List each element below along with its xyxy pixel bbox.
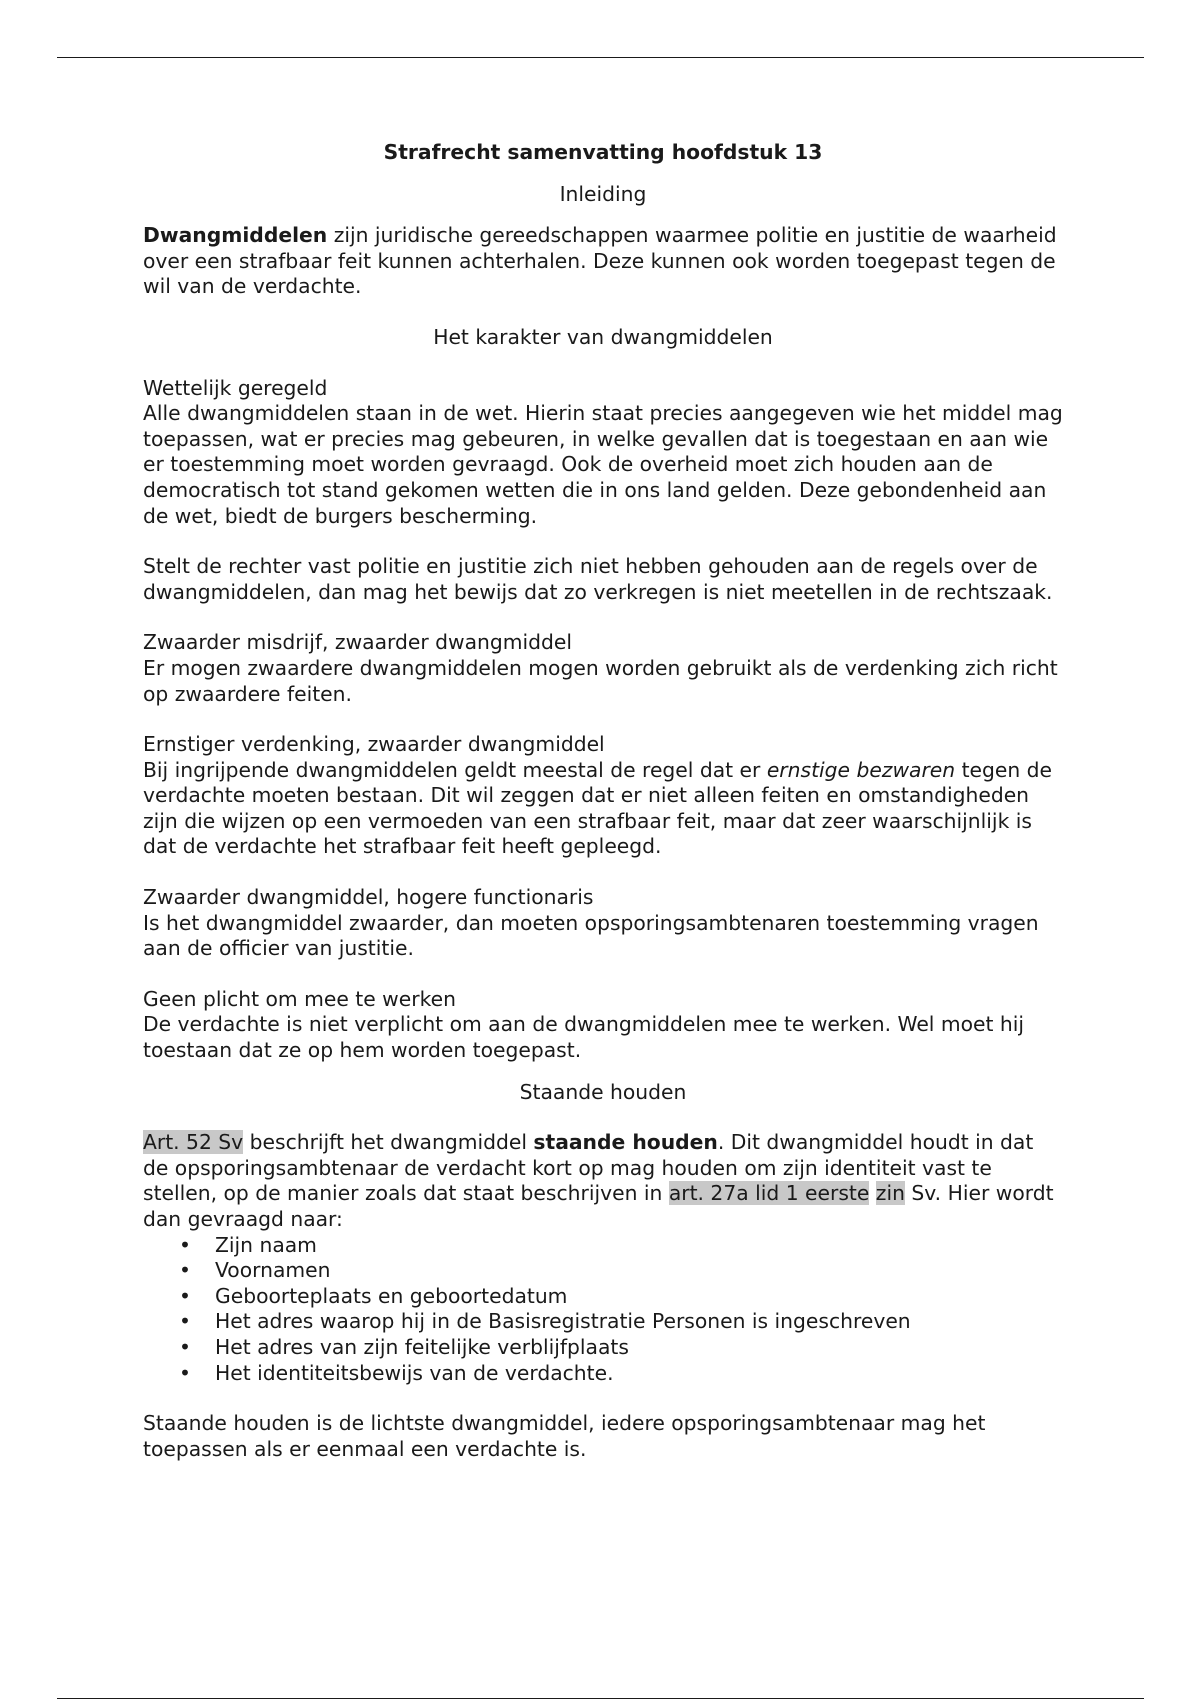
staande-term: staande houden — [533, 1130, 718, 1155]
intro-text: zijn juridische gereedschappen waarmee politie en justitie de waarheid over een strafbaar feit kunnen achterhalen. Deze kunnen ook worden toegepast tegen de wil van de verdachte. — [143, 223, 1057, 299]
staande-text-1: beschrijft het dwangmiddel — [243, 1130, 534, 1155]
section-heading-staande: Staande houden — [519, 1079, 687, 1104]
paragraph-functionaris: Is het dwangmiddel zwaarder, dan moeten opsporingsambtenaren toestemming vragen aan de officier van justitie. — [143, 910, 1039, 961]
section-heading-inleiding: Inleiding — [559, 181, 647, 206]
header-rule — [57, 57, 1144, 58]
highlighted-zin: zin — [875, 1181, 905, 1206]
subheading-plicht: Geen plicht om mee te werken — [143, 986, 456, 1011]
staande-text-2: . Dit dwangmiddel houdt in dat de opsporingsambtenaar de verdacht kort op mag houden om zijn identiteit vast te stellen, op de manier zoals dat staat beschrijven in — [143, 1130, 1034, 1206]
paragraph-staande-closing: Staande houden is de lichtste dwangmiddel, iedere opsporingsambtenaar mag het toepassen als er eenmaal een verdachte is. — [143, 1411, 986, 1461]
document-title: Strafrecht samenvatting hoofdstuk 13 — [383, 140, 823, 164]
subheading-ernstiger: Ernstiger verdenking, zwaarder dwangmiddel — [143, 732, 605, 757]
footer-rule — [57, 1698, 1144, 1699]
subheading-functionaris: Zwaarder dwangmiddel, hogere functionaris — [143, 885, 594, 910]
subheading-zwaarder-misdrijf: Zwaarder misdrijf, zwaarder dwangmiddel — [143, 630, 573, 655]
ernstiger-text-1: Bij ingrijpende dwangmiddelen geldt meestal de regel dat er — [143, 757, 767, 782]
highlighted-article-52: Art. 52 Sv — [143, 1130, 244, 1155]
intro-term: Dwangmiddelen — [143, 223, 328, 248]
ernstiger-emphasis: ernstige bezwaren — [766, 757, 956, 782]
paragraph-wettelijk: Alle dwangmiddelen staan in de wet. Hierin staat precies aangegeven wie het middel mag toepassen, wat er precies mag gebeuren, in welke gevallen dat is toegestaan en aan wie er toestemming moet worden gevraagd. Ook de overheid moet zich houden aan de democratisch tot stand gekomen wetten die in ons land gelden. Deze gebondenheid aan de wet, biedt de burgers bescherming. — [143, 401, 1063, 528]
subheading-wettelijk: Wettelijk geregeld — [143, 375, 328, 400]
list-item: • Geboorteplaats en geboortedatum — [179, 1284, 1063, 1310]
section-heading-karakter: Het karakter van dwangmiddelen — [433, 324, 773, 349]
list-item: • Voornamen — [179, 1258, 1063, 1284]
identity-list — [143, 1233, 1063, 1387]
staande-text-3: Sv. Hier wordt dan gevraagd naar: — [143, 1181, 1054, 1231]
list-item: • Zijn naam — [179, 1233, 1063, 1259]
paragraph-staande — [143, 1130, 1063, 1232]
paragraph-zwaarder-misdrijf: Er mogen zwaardere dwangmiddelen mogen worden gebruikt als de verdenking zich richt op zwaardere feiten. — [143, 655, 1058, 706]
list-item: • Het identiteitsbewijs van de verdachte. — [179, 1361, 1063, 1387]
ernstiger-text-2: tegen de verdachte moeten bestaan. Dit wil zeggen dat er niet alleen feiten en omstandigheden zijn die wijzen op een vermoeden van een strafbaar feit, maar dat zeer waarschijnlijk is dat de verdachte het strafbaar feit heeft gepleegd. — [143, 757, 1053, 859]
staande-space — [869, 1181, 875, 1205]
paragraph-rechter: Stelt de rechter vast politie en justitie zich niet hebben gehouden aan de regels over de dwangmiddelen, dan mag het bewijs dat zo verkregen is niet meetellen in de rechtszaak. — [143, 554, 1053, 604]
paragraph-ernstiger — [143, 758, 1063, 860]
highlighted-article-27a: art. 27a lid 1 eerste — [668, 1181, 870, 1206]
list-item: • Het adres van zijn feitelijke verblijfplaats — [179, 1335, 1063, 1361]
paragraph-plicht: De verdachte is niet verplicht om aan de dwangmiddelen mee te werken. Wel moet hij toestaan dat ze op hem worden toegepast. — [143, 1012, 1025, 1063]
list-item: • Het adres waarop hij in de Basisregistratie Personen is ingeschreven — [179, 1309, 1063, 1335]
document-body — [143, 140, 1063, 1462]
intro-paragraph — [143, 223, 1063, 300]
